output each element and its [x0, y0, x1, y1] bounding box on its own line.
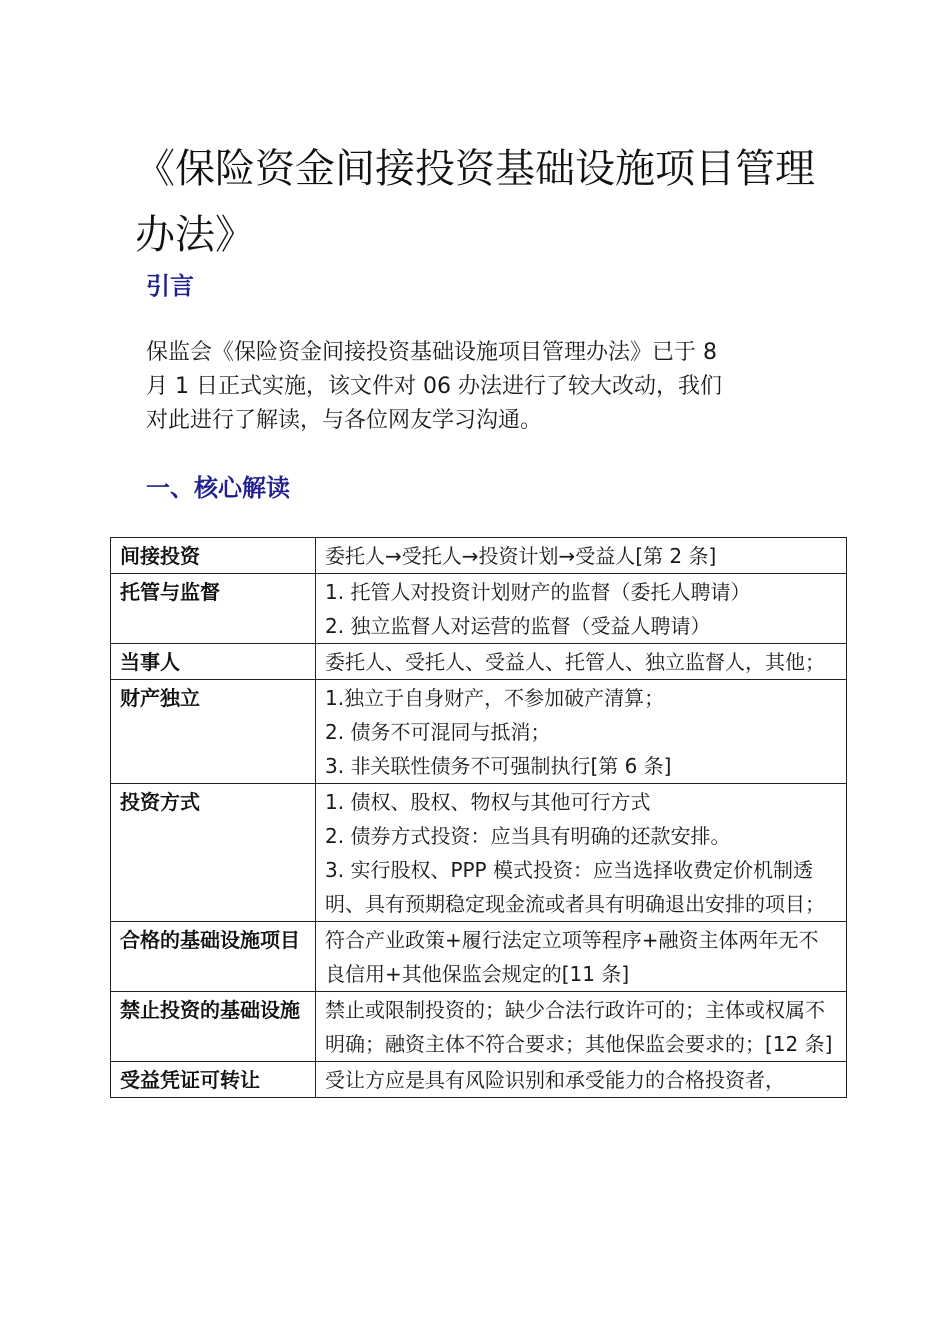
row-value-line: 1. 托管人对投资计划财产的监督（委托人聘请） [325, 580, 751, 604]
row-value [316, 680, 847, 784]
interpretation-table [110, 537, 847, 1098]
row-value-line: 3. 实行股权、PPP 模式投资：应当选择收费定价机制透明、具有预期稳定现金流或者具有明确退出安排的项目； [325, 858, 825, 916]
table-row [111, 574, 847, 644]
row-key: 受益凭证可转让 [111, 1062, 316, 1098]
table-row [111, 644, 847, 680]
intro-heading: 引言 [146, 272, 194, 300]
intro-line: 保监会《保险资金间接投资基础设施项目管理办法》已于 8 [146, 340, 717, 365]
section-heading: 一、核心解读 [146, 474, 290, 502]
row-value [316, 992, 847, 1062]
intro-line: 对此进行了解读，与各位网友学习沟通。 [146, 408, 543, 433]
row-value-line: 2. 债务不可混同与抵消； [325, 720, 551, 744]
row-value-line: 受让方应是具有风险识别和承受能力的合格投资者， [325, 1068, 785, 1092]
row-value-line: 1.独立于自身财产，不参加破产清算； [325, 686, 665, 710]
row-value-line: 委托人、受托人、受益人、托管人、独立监督人，其他； [325, 650, 825, 674]
row-key: 禁止投资的基础设施 [111, 992, 316, 1062]
row-value [316, 644, 847, 680]
document-title: 《保险资金间接投资基础设施项目管理办法》 [135, 146, 815, 258]
table-row [111, 922, 847, 992]
row-value [316, 574, 847, 644]
table-row [111, 1062, 847, 1098]
row-value-line: 3. 非关联性债务不可强制执行[第 6 条] [325, 754, 672, 778]
row-value [316, 538, 847, 574]
table-row [111, 784, 847, 922]
row-key: 财产独立 [111, 680, 316, 784]
row-key: 当事人 [111, 644, 316, 680]
row-key: 间接投资 [111, 538, 316, 574]
table-row [111, 992, 847, 1062]
row-value-line: 委托人→受托人→投资计划→受益人[第 2 条] [325, 544, 717, 568]
row-value [316, 784, 847, 922]
row-key: 合格的基础设施项目 [111, 922, 316, 992]
row-value-line: 2. 债券方式投资：应当具有明确的还款安排。 [325, 824, 731, 848]
row-value [316, 1062, 847, 1098]
row-value-line: 2. 独立监督人对运营的监督（受益人聘请） [325, 614, 711, 638]
row-key: 投资方式 [111, 784, 316, 922]
intro-paragraph [146, 336, 816, 438]
row-value [316, 922, 847, 992]
row-key: 托管与监督 [111, 574, 316, 644]
row-value-line: 1. 债权、股权、物权与其他可行方式 [325, 790, 651, 814]
intro-line: 月 1 日正式实施，该文件对 06 办法进行了较大改动，我们 [146, 374, 722, 399]
table-row [111, 538, 847, 574]
row-value-line: 符合产业政策+履行法定立项等程序+融资主体两年无不良信用+其他保监会规定的[11 条] [325, 928, 819, 986]
table-row [111, 680, 847, 784]
row-value-line: 禁止或限制投资的；缺少合法行政许可的；主体或权属不明确；融资主体不符合要求；其他保监会要求的；[12 条] [325, 998, 833, 1056]
